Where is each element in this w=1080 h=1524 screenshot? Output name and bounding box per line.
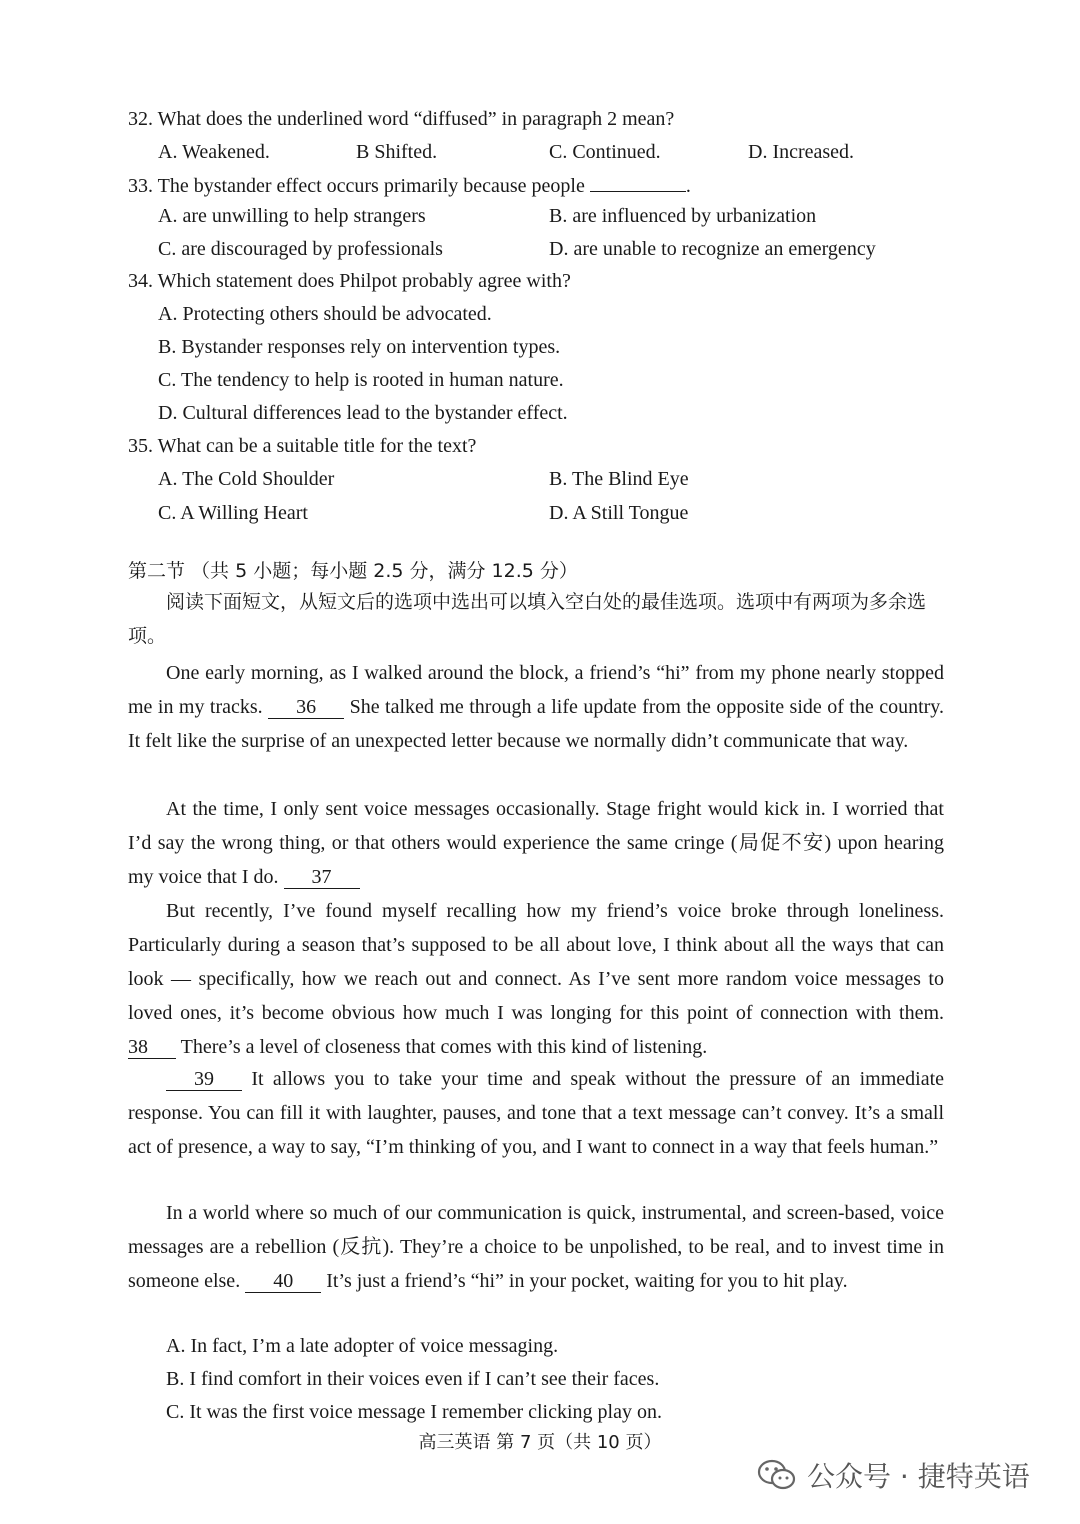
q35-option-c: C. A Willing Heart [158, 502, 308, 524]
section-heading: 第二节 （共 5 小题；每小题 2.5 分，满分 12.5 分） [128, 560, 578, 582]
p2-text-a: At the time, I only sent voice messages occasionally. Stage fright would kick in. I worried that I’d say the wrong thing, or that others would experience the same cringe (局促不安) upon hearing my voice that I do. [128, 798, 944, 888]
q35-option-a: A. The Cold Shoulder [158, 468, 335, 490]
p5-text-b: It’s just a friend’s “hi” in your pocket, waiting for you to hit play. [326, 1270, 848, 1292]
q33-blank [590, 171, 686, 192]
option-b: B. I find comfort in their voices even if I can’t see their faces. [166, 1368, 660, 1390]
blank-37: 37 [284, 866, 360, 889]
p1-text-a: One early morning, as I walked around the block, a friend’s “hi” from my phone nearly stopped me in my tracks. [128, 662, 944, 718]
q33-option-c: C. are discouraged by professionals [158, 238, 443, 260]
q34-stem: 34. Which statement does Philpot probably agree with? [128, 270, 571, 292]
passage-paragraph-3 [128, 894, 944, 1064]
p3-text-a: But recently, I’ve found myself recalling how my friend’s voice broke through loneliness. Particularly during a season that’s supposed to be all about love, I think about all the ways that can look — specifically, how we reach out and connect. As I’ve sent more random voice messages to loved ones, it’s become obvious how much I was longing for this point of connection with them. [128, 900, 944, 1024]
q32-stem: 32. What does the underlined word “diffused” in paragraph 2 mean? [128, 108, 675, 130]
blank-38: 38 [128, 1036, 176, 1059]
q34-option-b: B. Bystander responses rely on intervention types. [158, 336, 561, 358]
q34-option-c: C. The tendency to help is rooted in human nature. [158, 369, 564, 391]
p1-text-b: She talked me through a life update from the opposite side of the country. It felt like the surprise of an unexpected letter because we normally didn’t communicate that way. [128, 696, 945, 752]
q32-option-c: C. Continued. [549, 141, 661, 163]
p4-text: It allows you to take your time and speak without the pressure of an immediate response. You can fill it with laughter, pauses, and tone that a text message can’t convey. It’s a small act of presence, a way to say, “I’m thinking of you, and I want to connect in a way that feels human.” [128, 1068, 945, 1158]
watermark [757, 1453, 1030, 1497]
q32-option-a: A. Weakened. [158, 141, 270, 163]
passage-paragraph-1 [128, 656, 944, 758]
q34-option-d: D. Cultural differences lead to the bystander effect. [158, 402, 568, 424]
watermark-text: 公众号 · 捷特英语 [807, 1460, 1030, 1493]
passage-paragraph-4 [128, 1062, 944, 1164]
q33-option-d: D. are unable to recognize an emergency [549, 238, 876, 260]
q33-stem-text: 33. The bystander effect occurs primarily because people [128, 175, 585, 197]
q33-option-b: B. are influenced by urbanization [549, 205, 817, 227]
q32-option-b: B Shifted. [356, 141, 438, 163]
p3-text-b: There’s a level of closeness that comes with this kind of listening. [180, 1036, 708, 1058]
q33-option-a: A. are unwilling to help strangers [158, 205, 426, 227]
blank-36: 36 [268, 696, 344, 719]
passage-paragraph-2 [128, 792, 944, 894]
option-a: A. In fact, I’m a late adopter of voice messaging. [166, 1335, 559, 1357]
passage-paragraph-5 [128, 1196, 944, 1298]
page-footer: 高三英语 第 7 页（共 10 页） [418, 1432, 662, 1453]
q32-option-d: D. Increased. [748, 141, 855, 163]
q35-option-b: B. The Blind Eye [549, 468, 689, 490]
q35-stem: 35. What can be a suitable title for the text? [128, 435, 477, 457]
q35-option-d: D. A Still Tongue [549, 502, 689, 524]
blank-39: 39 [166, 1068, 242, 1091]
q33-stem: 33. The bystander effect occurs primarily because people . [128, 171, 691, 199]
q34-option-a: A. Protecting others should be advocated. [158, 303, 492, 325]
section-instruction: 阅读下面短文，从短文后的选项中选出可以填入空白处的最佳选项。选项中有两项为多余选项。 [128, 591, 927, 647]
p5-text-a: In a world where so much of our communication is quick, instrumental, and screen-based, voice messages are a rebellion (反抗). They’re a choice to be unpolished, to be real, and to invest time in someone else. [128, 1202, 944, 1292]
wechat-icon [757, 1458, 797, 1492]
option-c: C. It was the first voice message I remember clicking play on. [166, 1401, 662, 1423]
blank-40: 40 [245, 1270, 321, 1293]
